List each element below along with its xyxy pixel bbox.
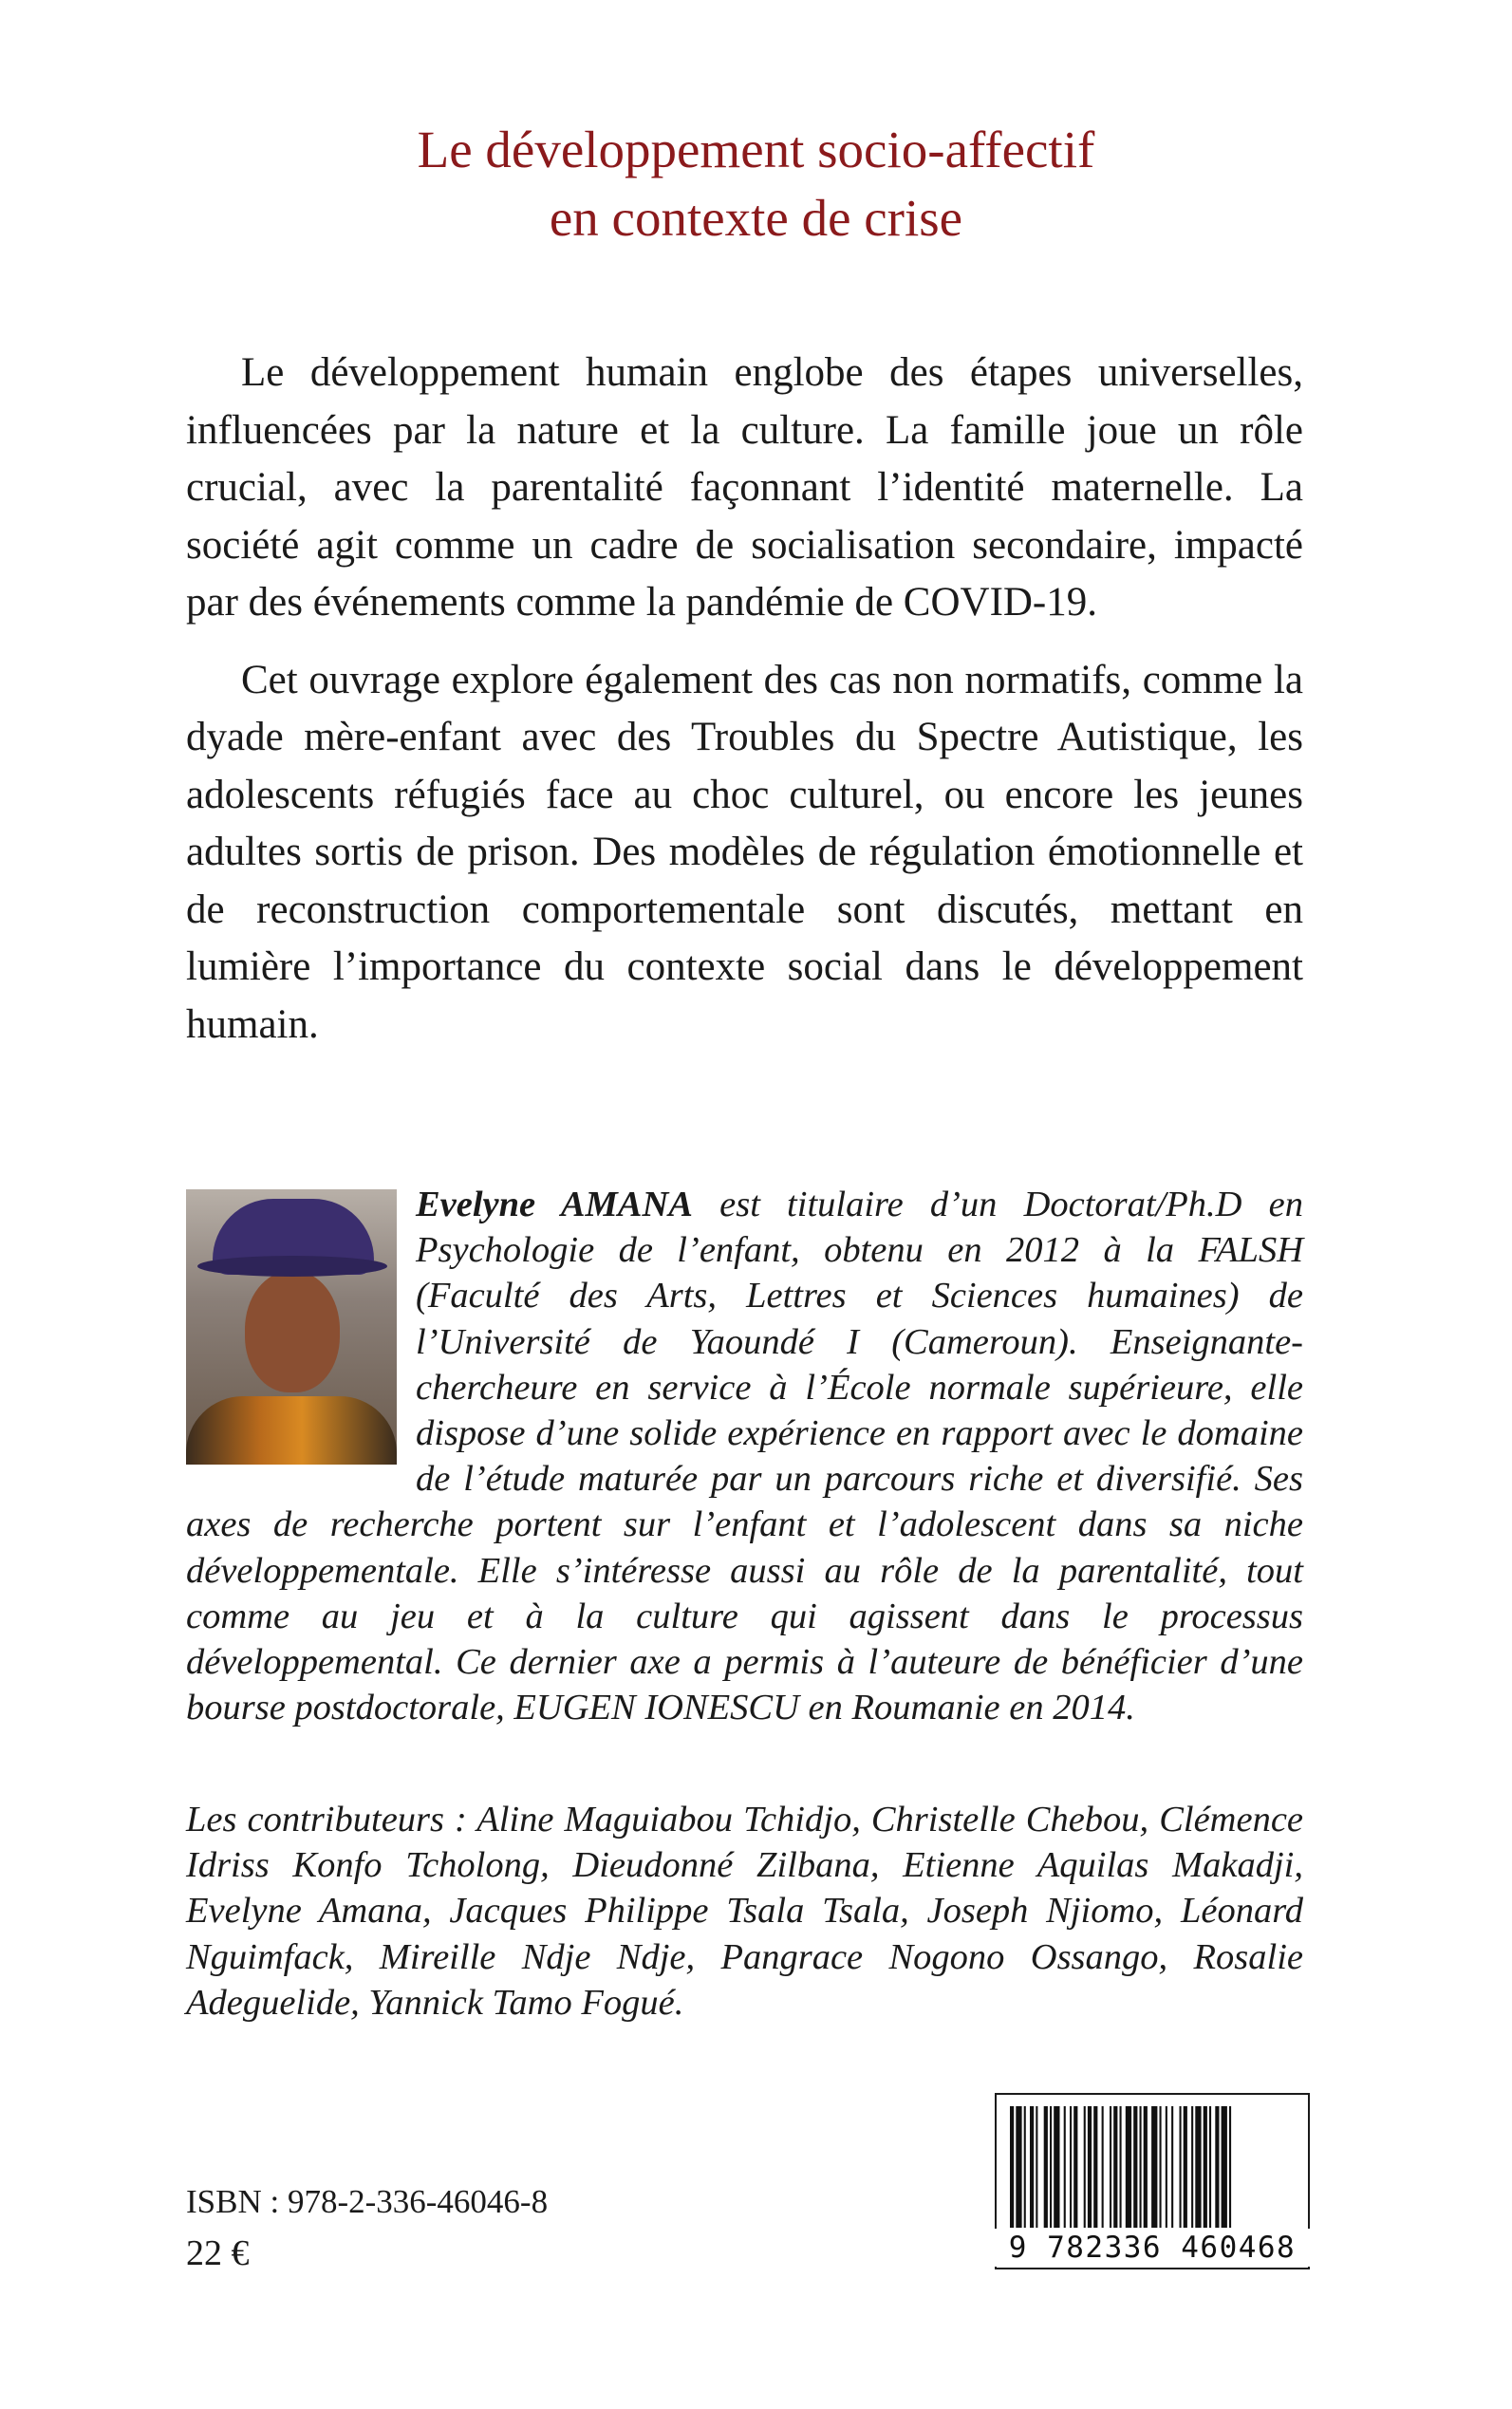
book-title bbox=[0, 116, 1512, 252]
barcode-bar bbox=[1229, 2106, 1231, 2228]
barcode-bar bbox=[1024, 2106, 1026, 2228]
barcode-bar bbox=[1036, 2106, 1037, 2228]
price: 22 € bbox=[186, 2233, 250, 2273]
barcode-bar bbox=[1102, 2106, 1104, 2228]
barcode-bar bbox=[1209, 2106, 1211, 2228]
barcode-bar bbox=[1054, 2106, 1059, 2228]
barcode-bar bbox=[1133, 2106, 1137, 2228]
photo-hat-brim bbox=[197, 1256, 387, 1277]
barcode-bar bbox=[1144, 2106, 1148, 2228]
title-line-2: en contexte de crise bbox=[549, 189, 963, 247]
barcode-bar bbox=[1140, 2106, 1142, 2228]
barcode-bar bbox=[1160, 2106, 1162, 2228]
author-bio-body: est titulaire d’un Doctorat/Ph.D en Psychologie de l’enfant, obtenu en 2012 à la FALSH (Faculté des Arts, Lettres et Sciences humaines) de l’Université de Yaoundé I (Cameroun). Enseignante-chercheure en service à l’École normale supérieure, elle dispose d’une solide expérience en rapport avec le domaine de l’étude maturée par un parcours riche et diversifié. Ses axes de recherche portent sur l’enfant et l’adolescent dans sa niche développementale. Elle s’intéresse aussi au rôle de la parentalité, tout comme au jeu et à la culture qui agissent dans le processus développemental. Ce dernier axe a permis à l’auteure de bénéficier d’une bourse postdoctorale, EUGEN IONESCU en Roumanie en 2014. bbox=[186, 1185, 1303, 1728]
barcode-bar bbox=[1113, 2106, 1117, 2228]
barcode-bar bbox=[1171, 2106, 1173, 2228]
barcode-bar bbox=[1093, 2106, 1097, 2228]
barcode-bar bbox=[1222, 2106, 1227, 2228]
barcode-bar bbox=[1044, 2106, 1048, 2228]
barcode-bar bbox=[1016, 2106, 1021, 2228]
photo-shoulders bbox=[186, 1396, 397, 1465]
barcode-bar bbox=[1110, 2106, 1111, 2228]
barcode-bar bbox=[1010, 2106, 1014, 2228]
summary-paragraph-1: Le développement humain englobe des étapes universelles, influencées par la nature et la culture. La famille joue un rôle crucial, avec la parentalité façonnant l’identité maternelle. La société agit comme un cadre de socialisation secondaire, impacté par des événements comme la pandémie de COVID-19. bbox=[186, 350, 1303, 625]
barcode-bar bbox=[1050, 2106, 1052, 2228]
barcode-bar bbox=[1184, 2106, 1187, 2228]
barcode-bar bbox=[1166, 2106, 1167, 2228]
barcode-bar bbox=[1215, 2106, 1219, 2228]
isbn: ISBN : 978-2-336-46046-8 bbox=[186, 2183, 549, 2220]
barcode-bar bbox=[1064, 2106, 1066, 2228]
barcode-bar bbox=[1151, 2106, 1157, 2228]
contributors: Les contributeurs : Aline Maguiabou Tchidjo, Christelle Chebou, Clémence Idriss Konfo Tcholong, Dieudonné Zilbana, Etienne Aquilas Makadji, Evelyne Amana, Jacques Philippe Tsala Tsala, Joseph Njiomo, Léonard Nguimfack, Mireille Ndje Ndje, Pangrace Nogono Ossango, Rosalie Adeguelide, Yannick Tamo Fogué. bbox=[186, 1800, 1303, 2023]
summary bbox=[186, 345, 1303, 1074]
barcode-bar bbox=[1180, 2106, 1182, 2228]
author-bio bbox=[186, 1182, 1303, 1730]
barcode-bar bbox=[1088, 2106, 1092, 2228]
barcode-bar bbox=[1070, 2106, 1072, 2228]
barcode-digits: 9 782336 460468 bbox=[995, 2229, 1310, 2267]
barcode-bar bbox=[1120, 2106, 1122, 2228]
barcode-bar bbox=[1204, 2106, 1207, 2228]
barcode-bar bbox=[1195, 2106, 1201, 2228]
barcode-bar bbox=[1073, 2106, 1077, 2228]
photo-face bbox=[245, 1271, 340, 1392]
summary-paragraph-2: Cet ouvrage explore également des cas non normatifs, comme la dyade mère-enfant avec des Troubles du Spectre Autistique, les adolescents réfugiés face au choc culturel, ou encore les jeunes adultes sortis de prison. Des modèles de régulation émotionnelle et de reconstruction comportementale sont discutés, mettant en lumière l’importance du contexte social dans le développement humain. bbox=[186, 657, 1303, 1047]
barcode-bar bbox=[1191, 2106, 1193, 2228]
author-photo bbox=[186, 1189, 397, 1465]
barcode-bar bbox=[1084, 2106, 1086, 2228]
author-name: Evelyne AMANA bbox=[416, 1185, 693, 1224]
barcode-bar bbox=[1126, 2106, 1131, 2228]
barcode-bar bbox=[1030, 2106, 1034, 2228]
title-line-1: Le développement socio-affectif bbox=[417, 121, 1095, 178]
